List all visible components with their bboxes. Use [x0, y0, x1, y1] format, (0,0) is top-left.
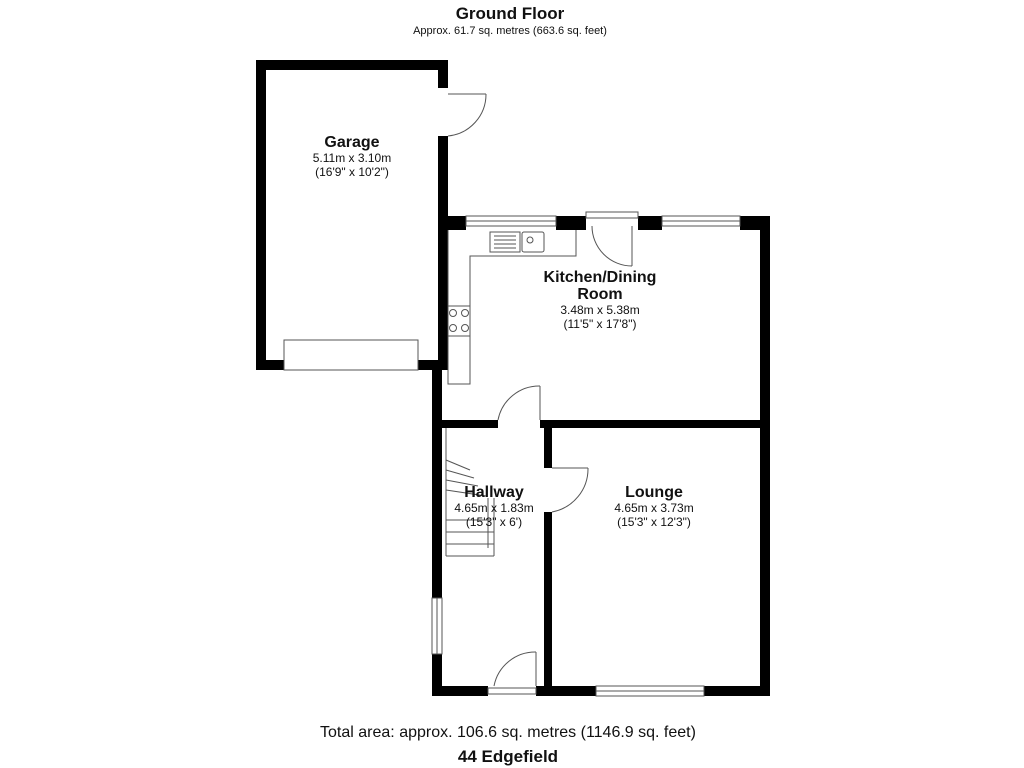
- lounge-door: [552, 468, 588, 512]
- floor-title: Ground Floor: [455, 4, 565, 23]
- garage-side-door: [448, 94, 486, 136]
- lounge-name: Lounge: [625, 484, 683, 501]
- kitchen-name-line1: Kitchen/Dining: [543, 269, 657, 286]
- garage-walls: [256, 60, 448, 370]
- lounge-imperial: (15'3" x 12'3"): [617, 515, 691, 529]
- garage-door: [284, 340, 418, 370]
- hallway-name: Hallway: [464, 484, 524, 501]
- kitchen-hall-door: [498, 386, 540, 420]
- kitchen-name-line2: Room: [577, 286, 623, 303]
- kitchen-windows: [466, 212, 740, 226]
- property-name: 44 Edgefield: [457, 747, 559, 766]
- lounge-window: [596, 686, 704, 696]
- kitchen-imperial: (11'5" x 17'8"): [563, 317, 637, 331]
- hallway-window: [432, 598, 442, 654]
- total-area: Total area: approx. 106.6 sq. metres (1146.9 sq. feet): [320, 724, 696, 741]
- front-door: [488, 652, 536, 694]
- hallway-metric: 4.65m x 1.83m: [454, 501, 534, 515]
- lounge-metric: 4.65m x 3.73m: [614, 501, 694, 515]
- kitchen-metric: 3.48m x 5.38m: [560, 303, 640, 317]
- hallway-imperial: (15'3" x 6'): [465, 515, 523, 529]
- garage-name: Garage: [324, 134, 380, 151]
- kitchen-back-door: [592, 226, 632, 266]
- garage-imperial: (16'9" x 10'2"): [315, 165, 389, 179]
- floor-area: Approx. 61.7 sq. metres (663.6 sq. feet): [413, 25, 607, 37]
- kitchen-worktop: [448, 230, 576, 384]
- garage-metric: 5.11m x 3.10m: [312, 151, 392, 165]
